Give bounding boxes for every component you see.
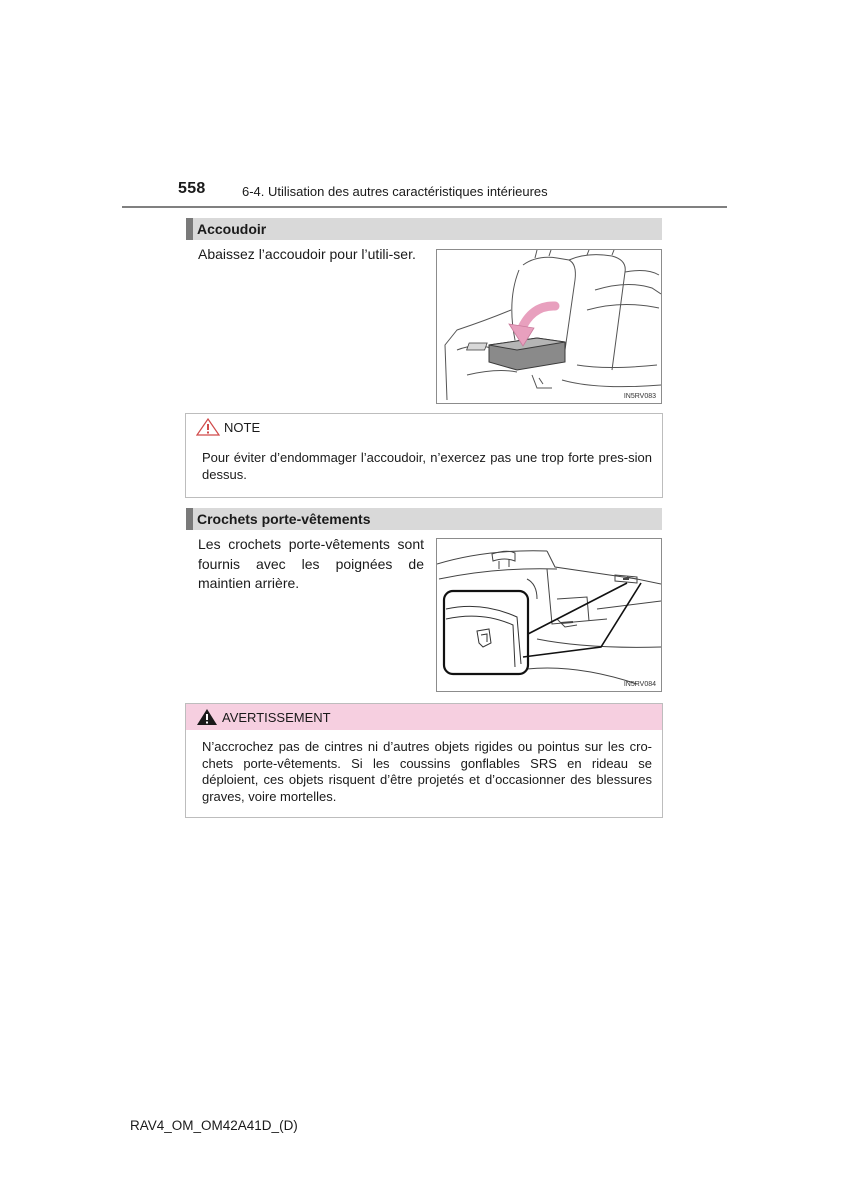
warning-box [185, 703, 663, 818]
warning-triangle-icon [196, 708, 218, 726]
note-box [185, 413, 663, 498]
caution-triangle-icon [196, 418, 220, 436]
figure-code: IN5RV084 [623, 681, 656, 688]
note-header [186, 414, 662, 440]
figure-code: IN5RV083 [623, 393, 656, 400]
armrest-drawing [437, 250, 661, 403]
warning-label: AVERTISSEMENT [222, 709, 331, 725]
warning-text: N’accrochez pas de cintres ni d’autres objets rigides ou pointus sur les cro-chets porte-vêtements. Si les coussins gonflables SRS en rideau se déploient, ces objets risquent d’être projetés et d’occasionner des blessures graves, voire mortelles. [202, 739, 652, 804]
coat-hooks-description: Les crochets porte-vêtements sont fournis avec les poignées de maintien arrière. [198, 536, 424, 591]
chapter-title: 6-4. Utilisation des autres caractéristiques intérieures [242, 184, 548, 199]
page-number: 558 [178, 180, 206, 197]
document-code: RAV4_OM_OM42A41D_(D) [130, 1118, 298, 1133]
section-heading-coat-hooks: Crochets porte-vêtements [186, 508, 662, 530]
section-heading-armrest: Accoudoir [186, 218, 662, 240]
coat-hook-illustration [436, 538, 662, 692]
note-text: Pour éviter d’endommager l’accoudoir, n’exercez pas une trop forte pres-sion dessus. [202, 450, 652, 482]
warning-header [186, 704, 662, 730]
armrest-instruction: Abaissez l’accoudoir pour l’utili-ser. [198, 246, 416, 262]
armrest-illustration [436, 249, 662, 404]
coat-hook-drawing [437, 539, 661, 691]
note-label: NOTE [224, 419, 261, 435]
header-rule [122, 206, 727, 208]
